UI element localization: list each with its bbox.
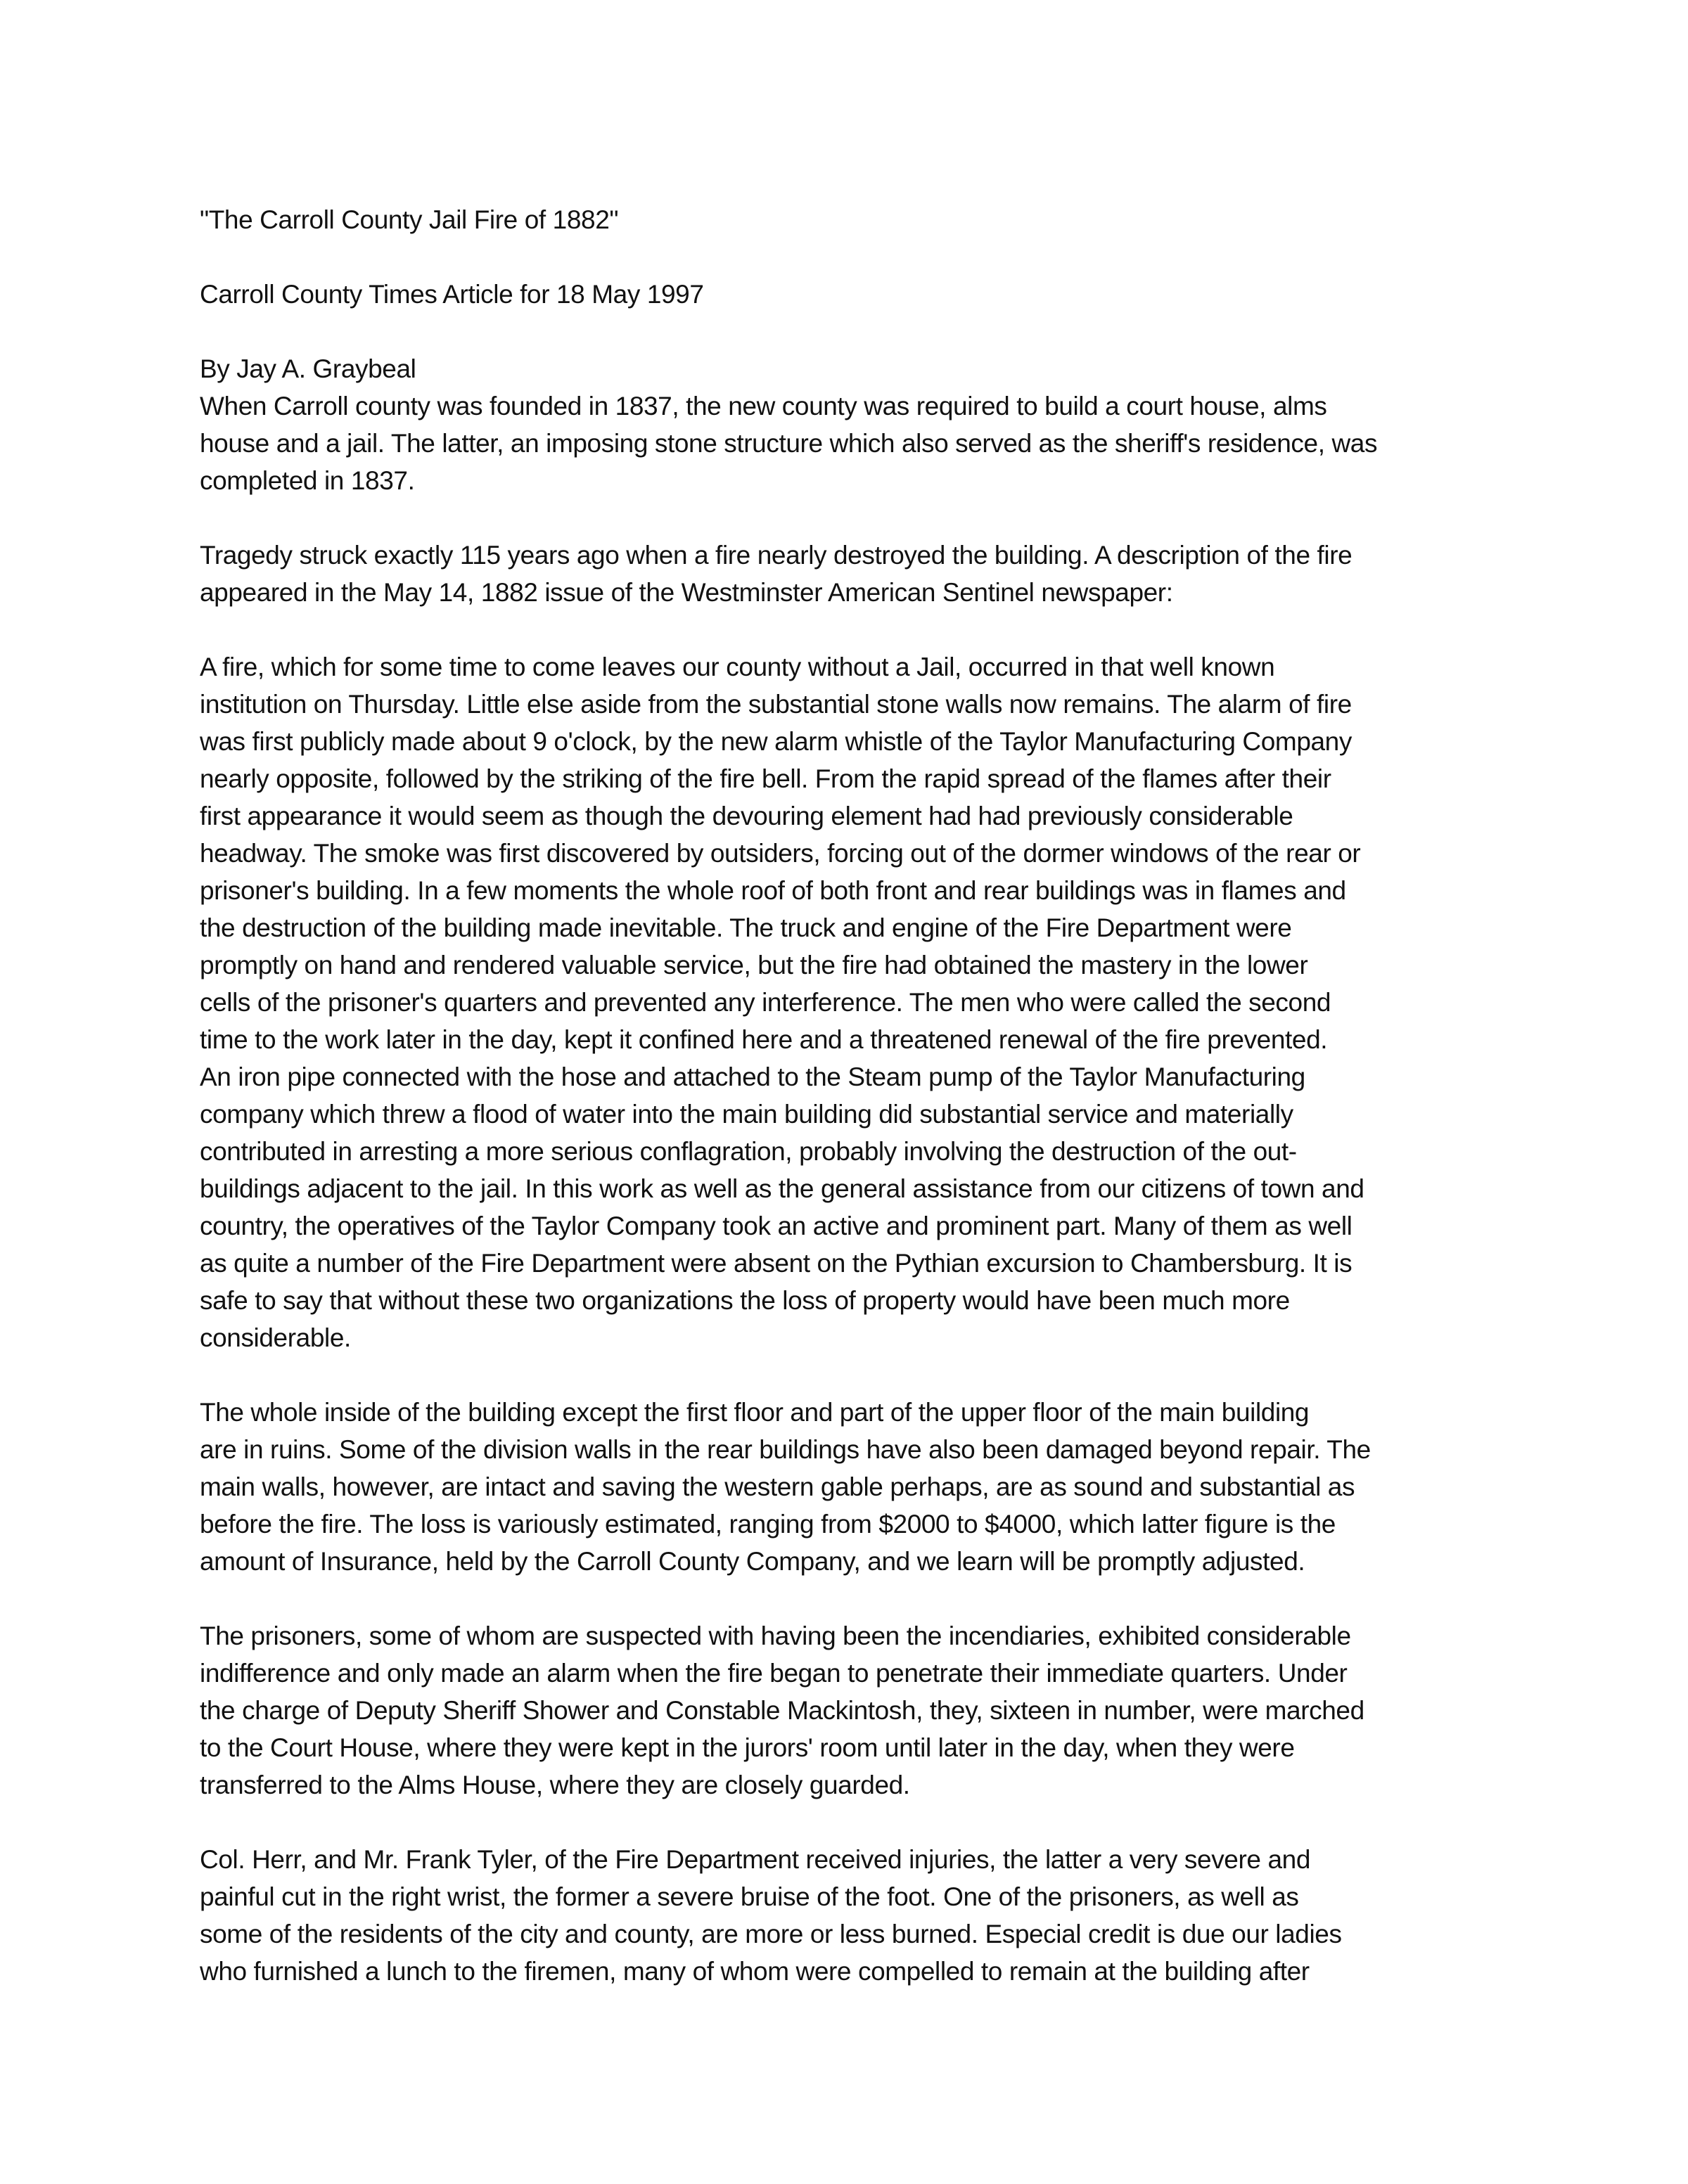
paragraph-line: company which threw a flood of water into the main building did substantial service and materially [200,1100,1293,1129]
paragraph-line: transferred to the Alms House, where they are closely guarded. [200,1771,910,1799]
paragraph-line: country, the operatives of the Taylor Company took an active and prominent part. Many of them as well [200,1212,1353,1240]
paragraph-line: main walls, however, are intact and saving the western gable perhaps, are as sound and substantial as [200,1472,1355,1501]
blank-line [200,313,1536,350]
paragraph-line: An iron pipe connected with the hose and attached to the Steam pump of the Taylor Manufacturing [200,1062,1305,1091]
paragraph-line: amount of Insurance, held by the Carroll County Company, and we learn will be promptly adjusted. [200,1547,1305,1576]
paragraph-line: promptly on hand and rendered valuable service, but the fire had obtained the mastery in the lower [200,951,1308,979]
byline: By Jay A. Graybeal [200,354,416,383]
blank-line [200,238,1536,276]
paragraph-line: indifference and only made an alarm when the fire began to penetrate their immediate quarters. Under [200,1659,1348,1688]
paragraph-line: the destruction of the building made inevitable. The truck and engine of the Fire Department were [200,913,1292,942]
paragraph-line: The whole inside of the building except the first floor and part of the upper floor of the main building [200,1398,1310,1427]
paragraph-line: as quite a number of the Fire Department were absent on the Pythian excursion to Chambersburg. It is [200,1249,1353,1278]
paragraph-line: cells of the prisoner's quarters and prevented any interference. The men who were called the second [200,988,1331,1017]
paragraph [200,1394,1536,1580]
paragraph-line: to the Court House, where they were kept in the jurors' room until later in the day, when they were [200,1733,1295,1762]
paragraph-line: appeared in the May 14, 1882 issue of the Westminster American Sentinel newspaper: [200,578,1173,607]
paragraph-line: before the fire. The loss is variously estimated, ranging from $2000 to $4000, which latter figure is the [200,1510,1336,1539]
paragraph-line: who furnished a lunch to the firemen, many of whom were compelled to remain at the building after [200,1957,1310,1986]
paragraph-line: institution on Thursday. Little else aside from the substantial stone walls now remains. The alarm of fire [200,690,1352,719]
paragraph [200,1617,1536,1804]
paragraph-line: Col. Herr, and Mr. Frank Tyler, of the Fire Department received injuries, the latter a very severe and [200,1845,1310,1874]
document-title: "The Carroll County Jail Fire of 1882" [200,205,619,234]
paragraph-line: some of the residents of the city and county, are more or less burned. Especial credit is due our ladies [200,1920,1342,1948]
blank-line [200,499,1536,537]
paragraph [200,537,1536,611]
paragraph-line: painful cut in the right wrist, the former a severe bruise of the foot. One of the prisoners, as well as [200,1882,1299,1911]
article-text [200,387,1536,1990]
blank-line [200,1580,1536,1617]
paragraph-line: considerable. [200,1323,351,1352]
paragraph-line: completed in 1837. [200,466,415,495]
blank-line [200,1356,1536,1394]
paragraph-line: the charge of Deputy Sheriff Shower and Constable Mackintosh, they, sixteen in number, were marched [200,1696,1364,1725]
paragraph-line: prisoner's building. In a few moments the whole roof of both front and rear buildings was in flames and [200,876,1346,905]
blank-line [200,1804,1536,1841]
paragraph-line: nearly opposite, followed by the striking of the fire bell. From the rapid spread of the flames after their [200,764,1331,793]
paragraph-line: Tragedy struck exactly 115 years ago when a fire nearly destroyed the building. A description of the fire [200,541,1353,570]
paragraph-line: house and a jail. The latter, an imposing stone structure which also served as the sheriff's residence, was [200,429,1378,458]
paragraph-line: buildings adjacent to the jail. In this work as well as the general assistance from our citizens of town and [200,1174,1364,1203]
paragraph-line: A fire, which for some time to come leaves our county without a Jail, occurred in that well known [200,653,1275,681]
blank-line [200,611,1536,648]
paragraph-line: first appearance it would seem as though the devouring element had had previously considerable [200,802,1293,830]
paragraph-line: When Carroll county was founded in 1837, the new county was required to build a court house, alms [200,392,1327,420]
paragraph [200,648,1536,1356]
paragraph-line: The prisoners, some of whom are suspected with having been the incendiaries, exhibited considerable [200,1621,1351,1650]
document-body [200,201,1536,1990]
paragraph-line: are in ruins. Some of the division walls in the rear buildings have also been damaged beyond repair. The [200,1435,1371,1464]
paragraph-line: time to the work later in the day, kept it confined here and a threatened renewal of the fire prevented. [200,1025,1328,1054]
paragraph [200,1841,1536,1990]
paragraph-line: contributed in arresting a more serious conflagration, probably involving the destruction of the out- [200,1137,1297,1166]
paragraph [200,387,1536,499]
paragraph-line: was first publicly made about 9 o'clock, by the new alarm whistle of the Taylor Manufacturing Company [200,727,1352,756]
paragraph-line: headway. The smoke was first discovered by outsiders, forcing out of the dormer windows of the rear or [200,839,1361,868]
paragraph-line: safe to say that without these two organizations the loss of property would have been much more [200,1286,1290,1315]
document-subtitle: Carroll County Times Article for 18 May 1997 [200,280,704,309]
